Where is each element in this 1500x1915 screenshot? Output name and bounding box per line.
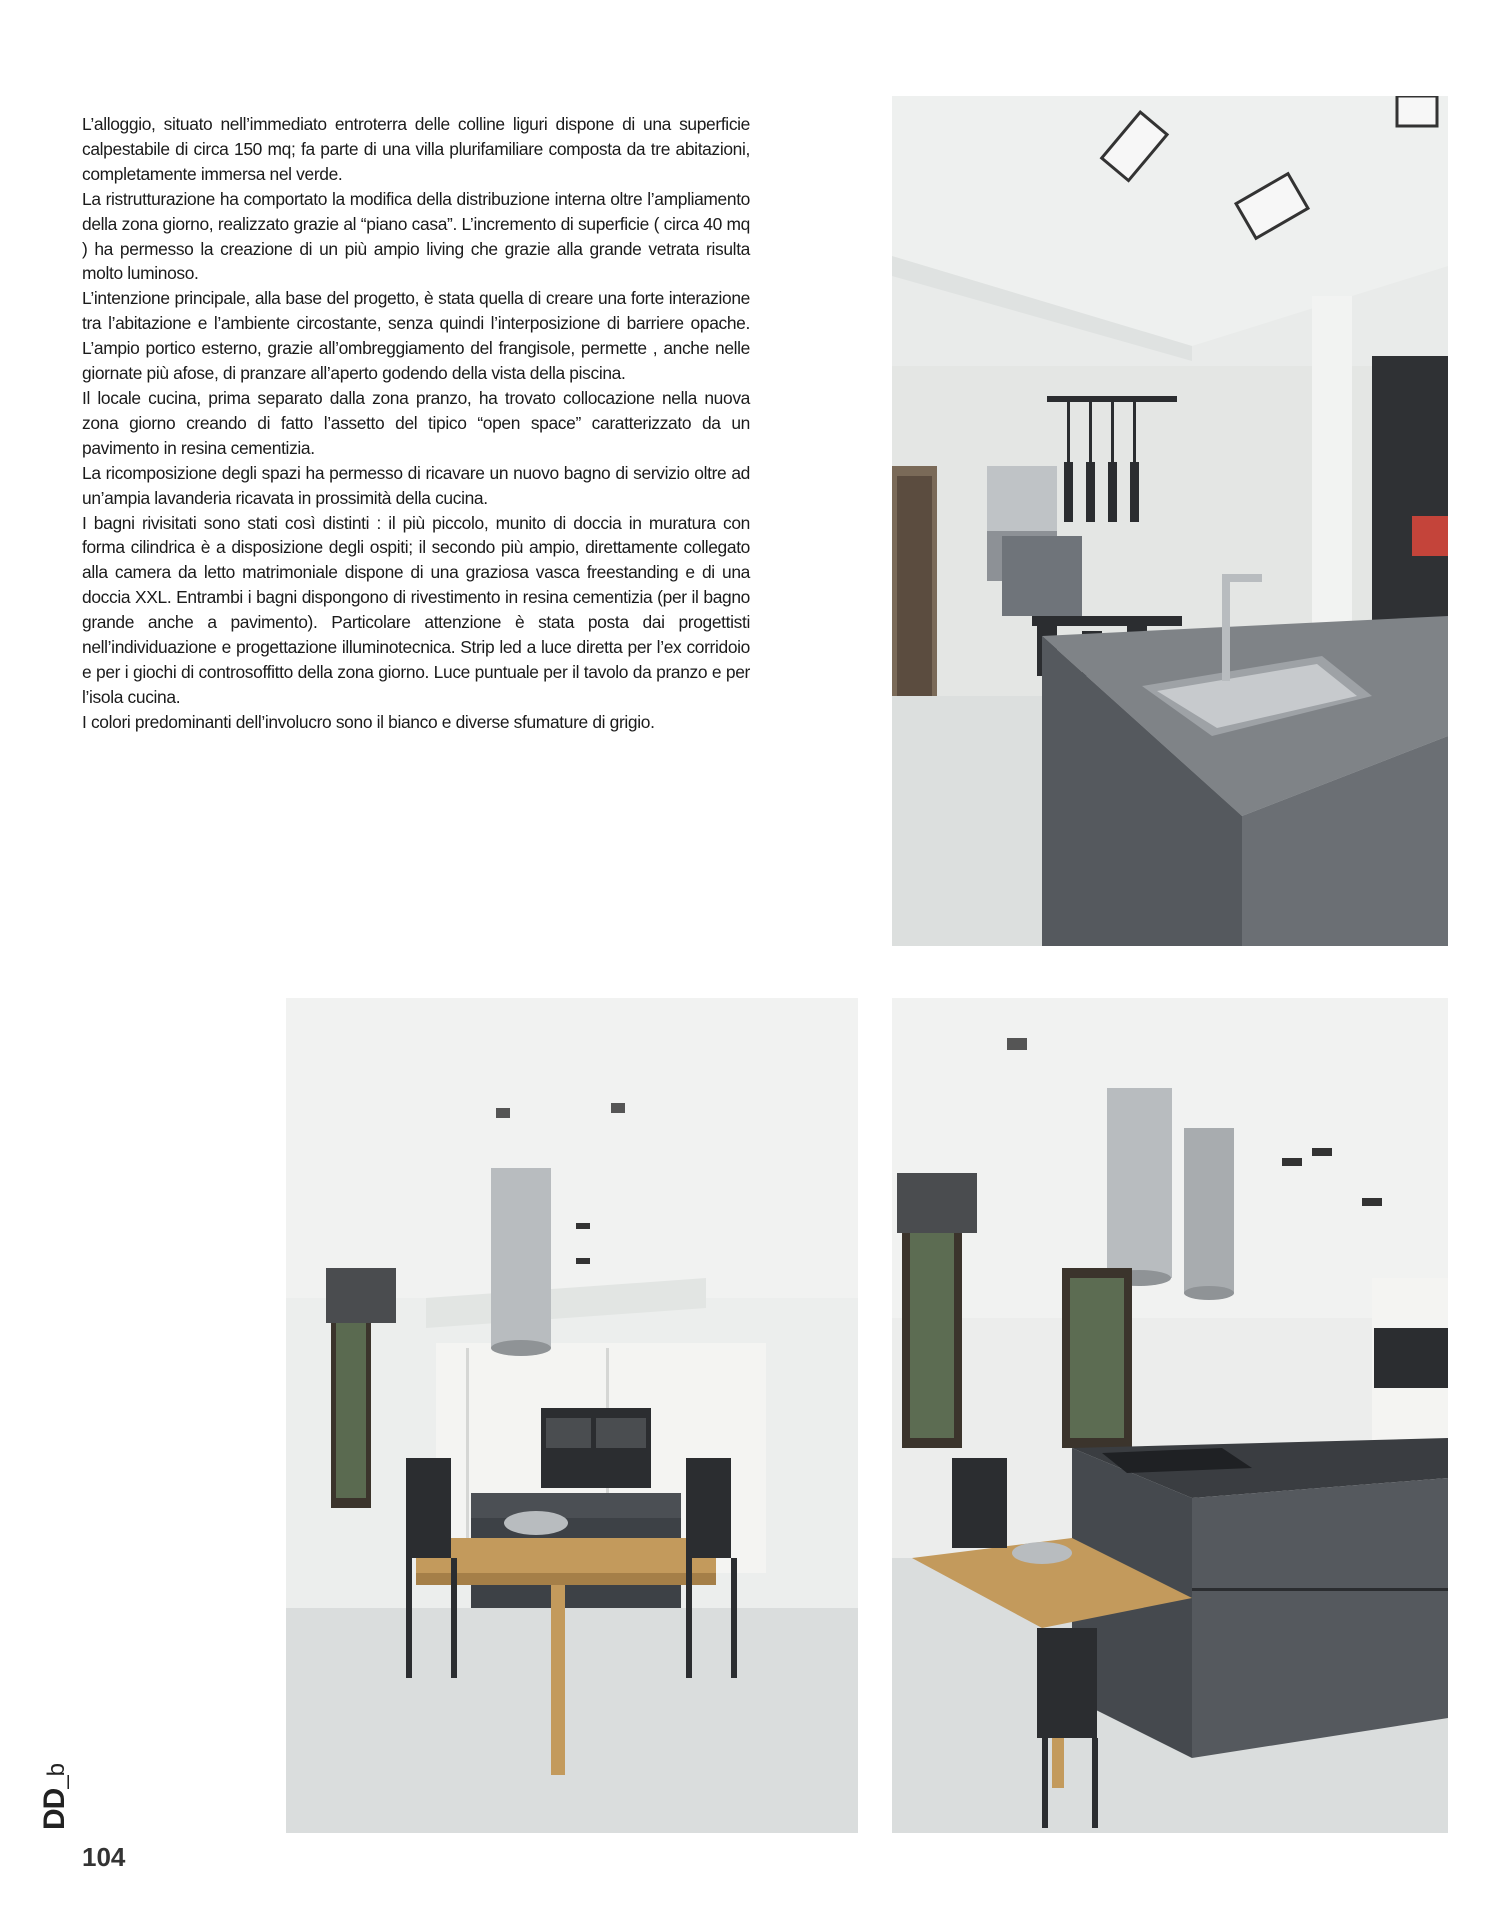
magazine-logo <box>40 1762 70 1832</box>
page-number: 104 <box>82 1842 126 1872</box>
paragraph-3: L’intenzione principale, alla base del progetto, è stata quella di creare una forte interazione tra l’abitazione e l’ambiente circostante, senza quindi l’interposizione di barriere opache. L’ampio portico esterno, grazie all’ombreggiamento del frangisole, permette , anche nelle giornate più afose, di pranzare all’aperto godendo della vista della piscina. <box>82 288 750 384</box>
paragraph-4: Il locale cucina, prima separato dalla zona pranzo, ha trovato collocazione nella nuova zona giorno creando di fatto l’assetto del tipico “open space” caratterizzato da un pavimento in resina cementizia. <box>82 387 750 458</box>
paragraph-5: La ricomposizione degli spazi ha permesso di ricavare un nuovo bagno di servizio oltre ad un’ampia lavanderia ricavata in prossimità della cucina. <box>82 462 750 508</box>
kitchen-island-living-room-photo <box>892 96 1448 946</box>
paragraph-2: La ristrutturazione ha comportato la modifica della distribuzione interna oltre l’ampliamento della zona giorno, realizzato grazie al “piano casa”. L’incremento di superficie ( circa 40 mq ) ha permesso la creazione di un più ampio living che grazie alla grande vetrata risulta molto luminoso. <box>82 188 750 284</box>
dining-table-kitchen-photo <box>286 998 858 1833</box>
paragraph-6: I bagni rivisitati sono stati così distinti : il più piccolo, munito di doccia in muratura con forma cilindrica è a disposizione degli ospiti; il secondo più ampio, direttamente collegato alla camera da letto matrimoniale dispone di una graziosa vasca freestanding e di una doccia XXL. Entrambi i bagni dispongono di rivestimento in resina cementizia (per il bagno grande anche a pavimento). Particolare attenzione è stata posta dai progettisti nell’individuazione e progettazione illuminotecnica. Strip led a luce diretta per l’ex corridoio e per i giochi di controsoffitto della zona giorno. Luce puntuale per il tavolo da pranzo e per l’isola cucina. <box>82 512 750 707</box>
kitchen-island-side-view-photo <box>892 998 1448 1833</box>
logo-sub-text: _b <box>43 1763 70 1789</box>
article-body <box>82 112 750 735</box>
paragraph-7: I colori predominanti dell’involucro sono il bianco e diverse sfumature di grigio. <box>82 711 655 732</box>
paragraph-1: L’alloggio, situato nell’immediato entroterra delle colline liguri dispone di una superficie calpestabile di circa 150 mq; fa parte di una villa plurifamiliare composta da tre abitazioni, completamente immersa nel verde. <box>82 114 750 184</box>
logo-main-text: DD <box>38 1788 71 1831</box>
